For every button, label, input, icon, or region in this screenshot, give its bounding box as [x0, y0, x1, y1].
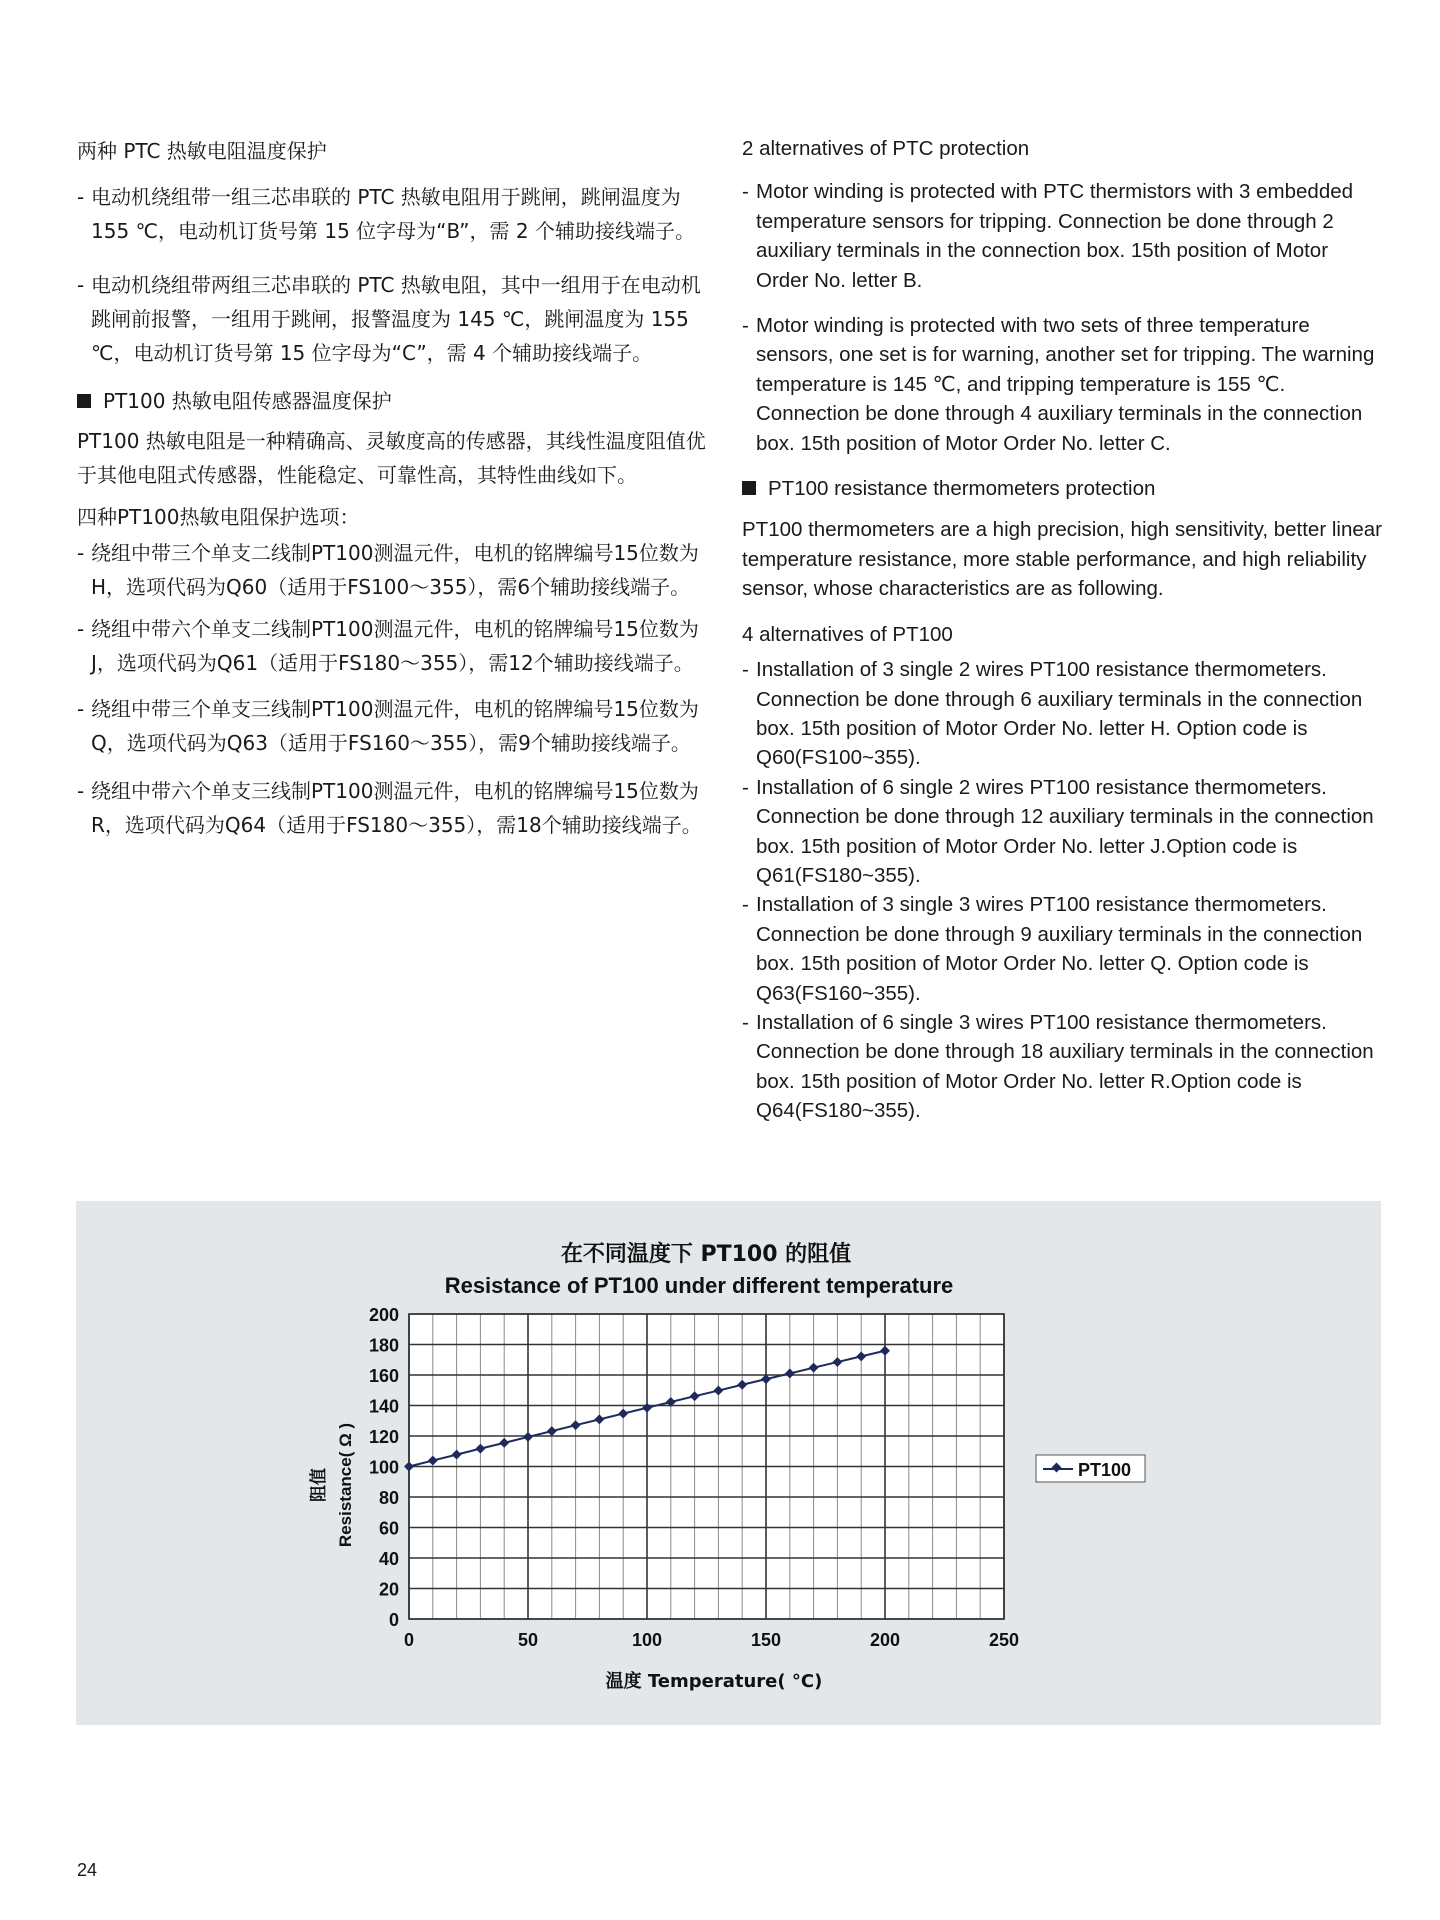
square-bullet-icon: [742, 481, 756, 495]
y-tick-label: 200: [368, 1305, 399, 1325]
en-ptc-item-1: - Motor winding is protected with PTC thermistors with 3 embedded temperature sensors for tripping. Connection be done through 2 auxiliary terminals in the connection box. 15th position of Motor Order No. letter B.: [742, 177, 1382, 295]
zh-option-item-1: - 绕组中带三个单支二线制PT100测温元件，电机的铭牌编号15位数为H，选项代码为Q60（适用于FS100～355），需6个辅助接线端子。: [77, 536, 717, 604]
page-number: 24: [77, 1860, 98, 1880]
x-tick-label: 200: [869, 1630, 901, 1650]
plot-area: [369, 1305, 1019, 1650]
zh-option-item-2: - 绕组中带六个单支二线制PT100测温元件，电机的铭牌编号15位数为J，选项代码为Q61（适用于FS180～355），需12个辅助接线端子。: [77, 612, 717, 680]
zh-pt100-heading-text: PT100 热敏电阻传感器温度保护: [103, 389, 392, 413]
en-options-title: 4 alternatives of PT100: [742, 622, 953, 646]
chinese-column: [77, 134, 717, 842]
y-axis-label-zh: 阻值: [309, 1468, 329, 1502]
zh-ptc-item-2: - 电动机绕组带两组三芯串联的 PTC 热敏电阻，其中一组用于在电动机跳闸前报警，一组用于跳闸，报警温度为 145 ℃，跳闸温度为 155 ℃，电动机订货号第 15 位字母为“C”，需 4 个辅助接线端子。: [77, 268, 717, 370]
y-tick-label: 40: [378, 1549, 399, 1569]
x-tick-label: 50: [517, 1630, 539, 1650]
x-tick-label: 150: [750, 1630, 782, 1650]
zh-option-item-3: - 绕组中带三个单支三线制PT100测温元件，电机的铭牌编号15位数为Q，选项代码为Q63（适用于FS160～355），需9个辅助接线端子。: [77, 692, 717, 760]
en-pt100-heading-text: PT100 resistance thermometers protection: [768, 477, 1156, 501]
y-tick-label: 160: [368, 1366, 399, 1386]
square-bullet-icon: [77, 394, 91, 408]
zh-pt100-intro: PT100 热敏电阻是一种精确高、灵敏度高的传感器，其线性温度阻值优于其他电阻式传感器，性能稳定、可靠性高，其特性曲线如下。: [77, 429, 706, 487]
chart-panel: [76, 1201, 1381, 1725]
x-tick-label: 0: [403, 1630, 415, 1650]
y-tick-label: 20: [378, 1579, 399, 1600]
x-axis-label: 温度 Temperature( °C): [605, 1671, 823, 1692]
y-tick-label: 0: [388, 1610, 399, 1630]
y-tick-label: 80: [378, 1488, 399, 1508]
legend: [1036, 1455, 1145, 1482]
en-ptc-title: 2 alternatives of PTC protection: [742, 137, 1030, 160]
zh-option-item-4: - 绕组中带六个单支三线制PT100测温元件，电机的铭牌编号15位数为R，选项代码为Q64（适用于FS180～355），需18个辅助接线端子。: [77, 774, 717, 842]
y-axis-label-en: Resistance( Ω ): [336, 1422, 355, 1548]
en-option-item-3: - Installation of 3 single 3 wires PT100 resistance thermometers. Connection be done through 9 auxiliary terminals in the connection box. 15th position of Motor Order No. letter Q. Option code is Q63(FS160~355).: [742, 890, 1382, 1008]
chart-title: 在不同温度下 PT100 的阻值: [560, 1242, 852, 1267]
zh-ptc-title: 两种 PTC 热敏电阻温度保护: [77, 139, 327, 163]
en-pt100-heading: [742, 474, 1382, 503]
y-tick-label: 60: [378, 1518, 399, 1539]
x-tick-label: 250: [988, 1630, 1020, 1650]
en-ptc-item-2: - Motor winding is protected with two sets of three temperature sensors, one set is for warning, another set for tripping. The warning temperature is 145 ℃, and tripping temperature is 155 ℃. Connection be done through 4 auxiliary terminals in the connection box. 15th position of Motor Order No. letter C.: [742, 311, 1382, 458]
zh-options-title: 四种PT100热敏电阻保护选项：: [77, 505, 360, 529]
zh-ptc-item-1: - 电动机绕组带一组三芯串联的 PTC 热敏电阻用于跳闸，跳闸温度为 155 ℃，电动机订货号第 15 位字母为“B”，需 2 个辅助接线端子。: [77, 180, 717, 248]
english-column: [742, 134, 1382, 1126]
zh-pt100-heading: [77, 384, 717, 418]
y-tick-label: 120: [368, 1427, 399, 1447]
y-tick-label: 180: [368, 1335, 399, 1356]
en-option-item-1: - Installation of 3 single 2 wires PT100 resistance thermometers. Connection be done through 6 auxiliary terminals in the connection box. 15th position of Motor Order No. letter H. Option code is Q60(FS100~355).: [742, 655, 1382, 773]
x-tick-label: 100: [631, 1630, 663, 1650]
en-pt100-intro: PT100 thermometers are a high precision, high sensitivity, better linear temperature resistance, more stable performance, and high reliability sensor, whose characteristics are as following.: [742, 518, 1382, 601]
y-tick-label: 100: [368, 1457, 399, 1478]
legend-label: PT100: [1078, 1460, 1132, 1480]
chart-subtitle: Resistance of PT100 under different temperature: [444, 1273, 954, 1298]
en-option-item-4: - Installation of 6 single 3 wires PT100 resistance thermometers. Connection be done through 18 auxiliary terminals in the connection box. 15th position of Motor Order No. letter R.Option code is Q64(FS180~355).: [742, 1008, 1382, 1126]
en-option-item-2: - Installation of 6 single 2 wires PT100 resistance thermometers. Connection be done through 12 auxiliary terminals in the connection box. 15th position of Motor Order No. letter J.Option code is Q61(FS180~355).: [742, 773, 1382, 891]
y-tick-label: 140: [368, 1396, 399, 1417]
pt100-chart: [76, 1201, 1381, 1725]
